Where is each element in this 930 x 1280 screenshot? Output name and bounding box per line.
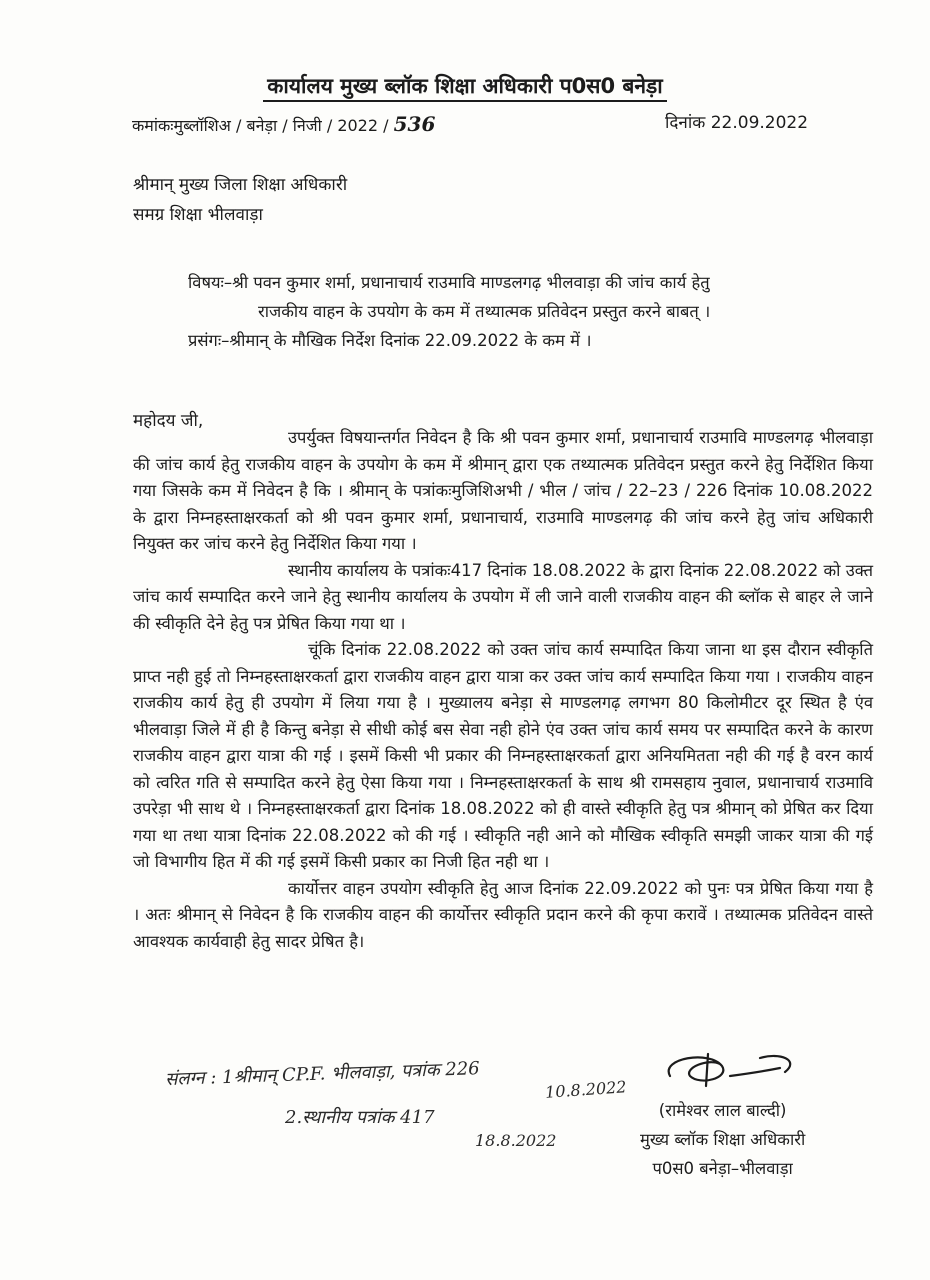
reference-number bbox=[132, 112, 435, 136]
addressee-block bbox=[133, 170, 347, 230]
enclosure-date-1: 10.8.2022 bbox=[544, 1077, 628, 1102]
subject-block bbox=[188, 268, 878, 355]
enclosures-handwritten bbox=[165, 1058, 685, 1150]
reference-number-printed: कमांकःमुब्लॉशिअ / बनेड़ा / निजी / 2022 / bbox=[132, 116, 389, 135]
reference-number-handwritten: 536 bbox=[393, 112, 436, 136]
body-paragraph-1: उपर्युक्त विषयान्तर्गत निवेदन है कि श्री पवन कुमार शर्मा, प्रधानाचार्य राउमावि माण्डलगढ़ भीलवाड़ा की जांच कार्य हेतु राजकीय वाहन के उपयोग के कम में श्रीमान् द्वारा एक तथ्यात्मक प्रतिवेदन प्रस्तुत करने हेतु निर्देशित किया गया जिसके कम में निवेदन है कि । श्रीमान् के पत्रांकःमुजिशिअभी / भील / जांच / 22–23 / 226 दिनांक 10.08.2022 के द्वारा निम्नहस्ताक्षरकर्ता को श्री पवन कुमार शर्मा, प्रधानाचार्य, राउमावि माण्डलगढ़ की जांच करने हेतु जांच अधिकारी नियुक्त कर जांच करने हेतु निर्देशित किया गया । bbox=[133, 428, 873, 553]
signoff-block bbox=[640, 1096, 805, 1183]
salutation: महोदय जी, bbox=[133, 411, 204, 431]
subject-line-2: राजकीय वाहन के उपयोग के कम में तथ्यात्मक प्रतिवेदन प्रस्तुत करने बाबत् । bbox=[258, 302, 711, 321]
enclosure-line-2: 2.स्थानीय पत्रांक 417 bbox=[285, 1107, 435, 1128]
office-title: कार्यालय मुख्य ब्लॉक शिक्षा अधिकारी प0स0 बनेड़ा bbox=[0, 72, 930, 100]
letter-body bbox=[133, 425, 873, 955]
body-paragraph-2: स्थानीय कार्यालय के पत्रांकः417 दिनांक 18.08.2022 के द्वारा दिनांक 22.08.2022 को उक्त जांच कार्य सम्पादित करने जाने हेतु स्थानीय कार्यालय के उपयोग में ली जाने वाली राजकीय वाहन की ब्लॉक से बाहर ले जाने की स्वीकृति देने हेतु पत्र प्रेषित किया गया था । bbox=[133, 560, 873, 633]
signatory-designation: मुख्य ब्लॉक शिक्षा अधिकारी bbox=[640, 1130, 806, 1149]
subject-line-1: विषयः–श्री पवन कुमार शर्मा, प्रधानाचार्य राउमावि माण्डलगढ़ भीलवाड़ा की जांच कार्य हेतु bbox=[188, 273, 710, 292]
subject-reference: प्रसंगः–श्रीमान् के मौखिक निर्देश दिनांक 22.09.2022 के कम में । bbox=[188, 331, 592, 350]
addressee-line-1: श्रीमान् मुख्य जिला शिक्षा अधिकारी bbox=[133, 175, 348, 195]
signatory-office: प0स0 बनेड़ा–भीलवाड़ा bbox=[652, 1159, 793, 1178]
body-paragraph-4: कार्योत्तर वाहन उपयोग स्वीकृति हेतु आज दिनांक 22.09.2022 को पुनः पत्र प्रेषित किया गया है । अतः श्रीमान् से निवेदन है कि राजकीय वाहन की कार्योत्तर स्वीकृति प्रदान करने की कृपा करावें । तथ्यात्मक प्रतिवेदन वास्ते आवश्यक कार्यवाही हेतु सादर प्रेषित है। bbox=[133, 878, 873, 951]
enclosure-date-2: 18.8.2022 bbox=[475, 1131, 557, 1150]
letter-date: दिनांक 22.09.2022 bbox=[665, 113, 809, 133]
body-paragraph-3: चूंकि दिनांक 22.08.2022 को उक्त जांच कार्य सम्पादित किया जाना था इस दौरान स्वीकृति प्राप्त नही हुई तो निम्नहस्ताक्षरकर्ता द्वारा राजकीय वाहन द्वारा यात्रा कर उक्त जांच कार्य सम्पादित किया गया । राजकीय वाहन राजकीय कार्य हेतु ही उपयोग में लिया गया है । मुख्यालय बनेड़ा से माण्डलगढ़ लगभग 80 किलोमीटर दूर स्थित है एंव भीलवाड़ा जिले में ही है किन्तु बनेड़ा से सीधी कोई बस सेवा नही होने एंव उक्त जांच कार्य समय पर सम्पादित करने के कारण राजकीय वाहन द्वारा यात्रा की गई । इसमें किसी भी प्रकार की निम्नहस्ताक्षरकर्ता द्वारा अनियमितता नही की गई है वरन कार्य को त्वरित गति से सम्पादित करने हेतु ऐसा किया गया । निम्नहस्ताक्षरकर्ता के साथ श्री रामसहाय नुवाल, प्रधानाचार्य राउमावि उपरेड़ा भी साथ थे । निम्नहस्ताक्षरकर्ता द्वारा दिनांक 18.08.2022 को ही वास्ते स्वीकृति हेतु पत्र श्रीमान् को प्रेषित कर दिया गया था तथा यात्रा दिनांक 22.08.2022 को की गई । स्वीकृति नही आने को मौखिक स्वीकृति समझी जाकर यात्रा की गई जो विभागीय हित में की गई इसमें किसी प्रकार का निजी हित नही था । bbox=[133, 640, 873, 871]
signatory-name: (रामेश्वर लाल बाल्दी) bbox=[658, 1101, 787, 1120]
enclosure-line-1: संलग्न : 1श्रीमान् CP.F. भीलवाड़ा, पत्रांक 226 bbox=[164, 1058, 481, 1091]
signature-scribble bbox=[650, 1046, 810, 1096]
addressee-line-2: समग्र शिक्षा भीलवाड़ा bbox=[133, 205, 263, 225]
